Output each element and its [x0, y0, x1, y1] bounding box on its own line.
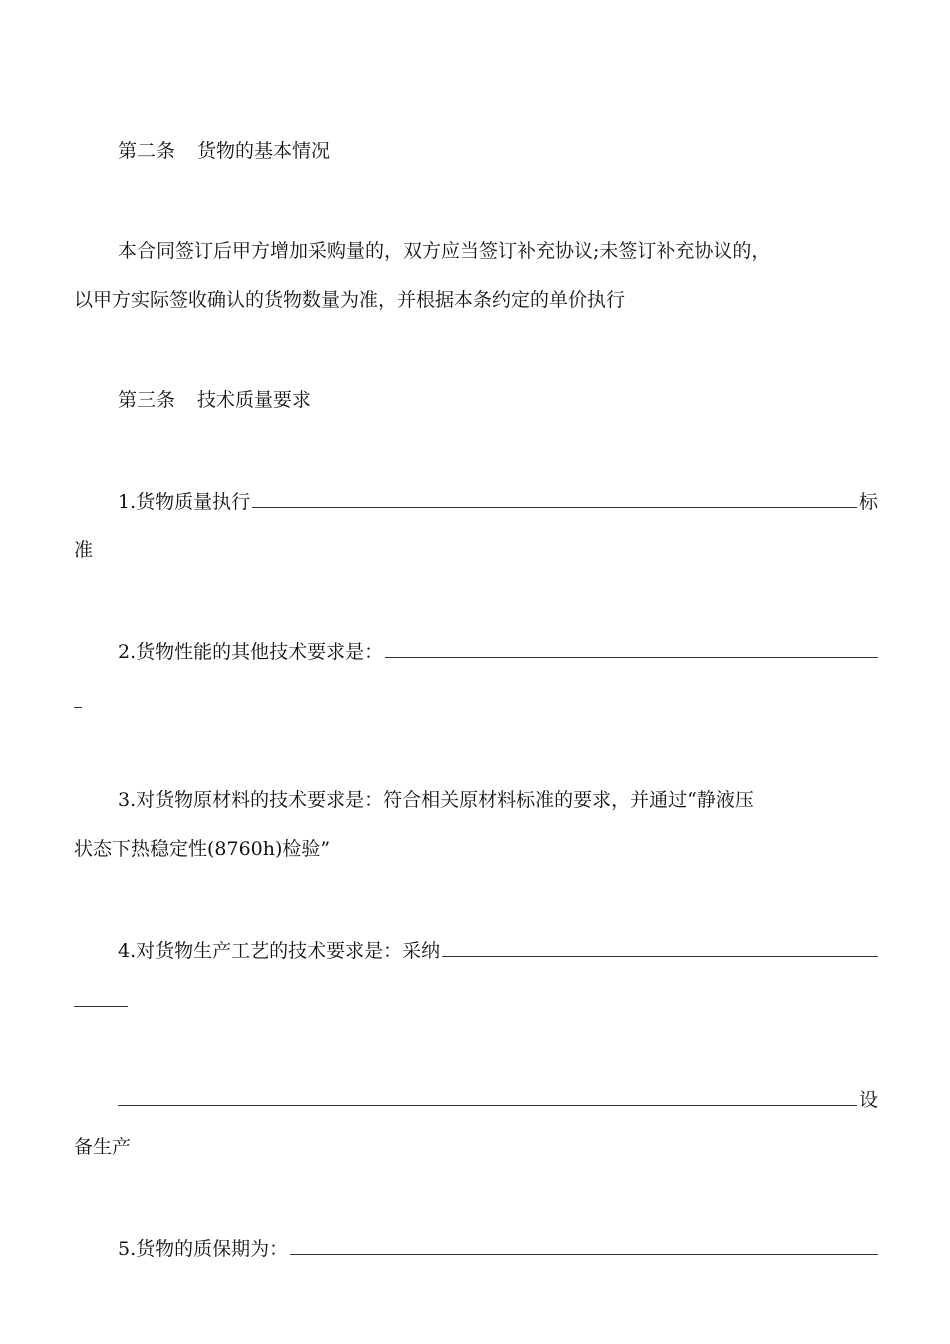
item-2-blank-tail[interactable] — [74, 685, 82, 708]
item-5-text: 5.货物的质保期为： — [118, 1238, 289, 1260]
article-2-paragraph-line-2 — [74, 285, 878, 315]
item-1 — [118, 485, 878, 515]
item-4-blank-tail[interactable] — [74, 984, 128, 1007]
item-3-text: 3.对货物原材料的技术要求是：符合相关原材料标准的要求，并通过“静液压 — [118, 789, 754, 811]
article-3-title: 技术质量要求 — [197, 389, 312, 411]
article-2-number: 第二条 — [118, 140, 176, 162]
article-3-heading — [118, 385, 878, 415]
item-4-continuation — [74, 1132, 878, 1162]
item-5-blank[interactable] — [290, 1232, 878, 1255]
paragraph-text: 以甲方实际签收确认的货物数量为准，并根据本条约定的单价执行 — [74, 289, 626, 311]
paragraph-text: 本合同签订后甲方增加采购量的，双方应当签订补充协议;未签订补充协议的， — [118, 240, 771, 262]
item-1-continuation-text: 准 — [74, 539, 94, 561]
item-2-blank[interactable] — [385, 635, 878, 658]
item-4 — [118, 934, 878, 964]
item-2-blank-continuation — [74, 685, 878, 715]
item-2-text: 2.货物性能的其他技术要求是： — [118, 641, 384, 663]
item-5 — [118, 1232, 878, 1262]
article-3-number: 第三条 — [118, 389, 176, 411]
item-4-second-suffix: 设 — [858, 1089, 878, 1111]
article-2-heading — [118, 136, 878, 166]
item-3-line-1 — [118, 785, 878, 815]
item-1-text: 1.货物质量执行 — [118, 491, 251, 513]
item-2 — [118, 635, 878, 665]
item-1-blank[interactable] — [252, 485, 857, 508]
item-1-continuation — [74, 535, 878, 565]
item-4-equipment-blank[interactable] — [118, 1083, 857, 1106]
item-4-blank-continuation — [74, 984, 878, 1014]
article-2-paragraph-line-1 — [118, 236, 878, 266]
item-4-blank[interactable] — [442, 934, 878, 957]
item-4-second-line — [118, 1083, 878, 1113]
item-4-continuation-text: 备生产 — [74, 1136, 132, 1158]
item-1-suffix: 标 — [858, 491, 878, 513]
item-4-text: 4.对货物生产工艺的技术要求是：采纳 — [118, 940, 441, 962]
article-2-title: 货物的基本情况 — [197, 140, 331, 162]
item-3-text-cont: 状态下热稳定性(8760h)检验” — [74, 838, 331, 860]
item-3-line-2 — [74, 834, 878, 864]
